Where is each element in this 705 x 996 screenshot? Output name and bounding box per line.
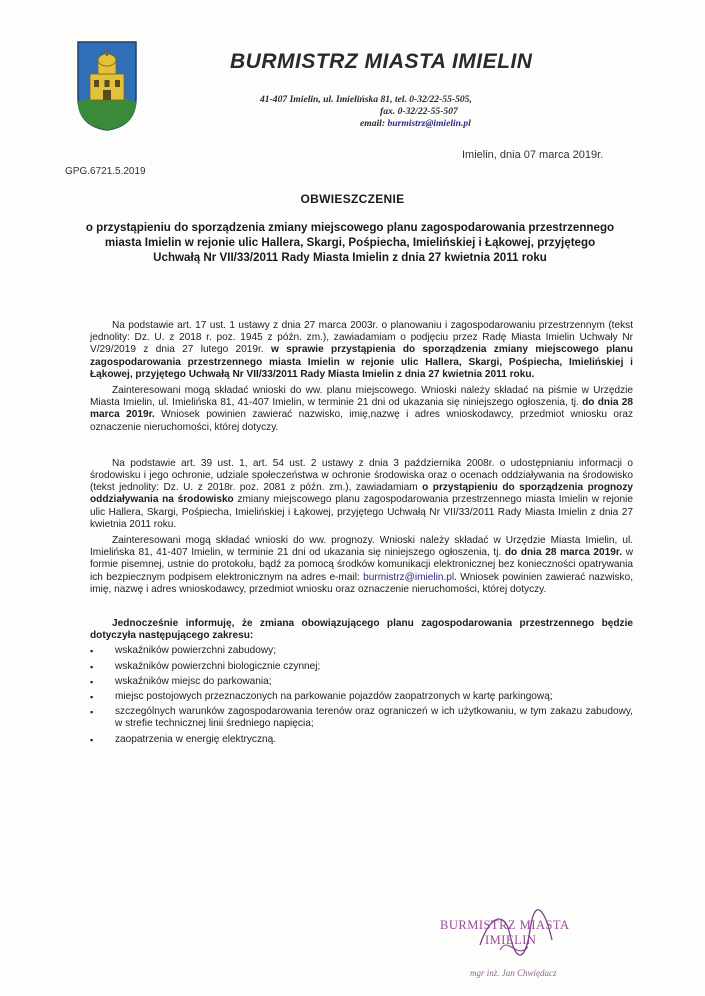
bullet-icon: ▪ (90, 646, 94, 657)
scope-item-text: zaopatrzenia w energię elektryczną. (115, 733, 277, 745)
paragraph-3-text-a: Na podstawie art. 39 ust. 1, art. 54 ust. 2 ustawy z dnia 3 października 2008r. o udostępnianiu informacji o środowisku i jego ochronie, udziale społeczeństwa w ochronie środowiska oraz o ocenach oddziaływania na środowisko (tekst jednolity: Dz. U. z 2018r. poz. 2081 z późn. zm.), zawiadamiam (90, 457, 633, 494)
bullet-icon: ▪ (90, 692, 94, 703)
document-date: Imielin, dnia 07 marca 2019r. (462, 149, 604, 161)
paragraph-4-deadline: do dnia 28 marca 2019r. (504, 547, 623, 559)
list-item (90, 691, 633, 703)
list-item (90, 645, 633, 657)
header-address (260, 94, 560, 129)
header-title: BURMISTRZ MIASTA IMIELIN (230, 50, 533, 73)
list-item (90, 661, 633, 673)
bullet-icon: ▪ (90, 676, 94, 687)
paragraph-3-text-b: zmiany miejscowego planu zagospodarowania przestrzennego miasta Imielin w rejonie ulic Hallera, Skargi, Pośpiecha, Imielińskiej i Łąkowej, przyjętego Uchwałą Nr VII/33/2011 Rady Miasta Imielin z dnia 27 kwietnia 2011 roku. (90, 494, 633, 530)
email-label: email: (360, 117, 386, 129)
signer-name: mgr inż. Jan Chwiędacz (470, 968, 557, 978)
bullet-icon: ▪ (90, 661, 94, 672)
paragraph-4-text-a: Zainteresowani mogą składać wnioski do ww. prognozy. Wnioski należy składać w Urzędzie Miasta Imielin, ul. Imielińska 81, 41-407 Imielin, w terminie 21 dni od ukazania się niniejszego ogłoszenia, tj. (90, 535, 633, 559)
header-email-link[interactable]: burmistrz@imielin.pl (387, 117, 471, 129)
scope-list (90, 645, 633, 745)
paragraph-1-text: Na podstawie art. 17 ust. 1 ustawy z dnia 27 marca 2003r. o planowaniu i zagospodarowaniu przestrzennym (tekst jednolity: Dz. U. z 2018 r. poz. 1945 z późn. zm.), zawiadamiam o podjęciu przez Radę Miasta Imielin Uchwały Nr V/29/2019 z dnia 27 lutego 2019r. (90, 320, 633, 356)
bullet-icon: ▪ (90, 707, 94, 718)
scope-item-text: miejsc postojowych przeznaczonych na parkowanie pojazdów zaopatrzonych w kartę parkingową; (115, 691, 553, 703)
address-line-2: fax. 0-32/22-55-507 (380, 105, 458, 117)
stamp-line-2: IMIELIN (485, 933, 537, 947)
list-item (90, 676, 633, 688)
list-item (90, 706, 633, 730)
reference-number: GPG.6721.5.2019 (65, 166, 146, 177)
signature-scribble-icon (470, 905, 560, 975)
paragraph-4-text-b: w formie pisemnej, ustnie do protokołu, bądź za pomocą środków komunikacji elektronicznej bez konieczności opatrywania ich bezpiecznym podpisem elektronicznym na adres e-mail: (90, 547, 633, 583)
paragraph-1-bold: w sprawie przystąpienia do sporządzenia zmiany miejscowego planu zagospodarowania przestrzennego miasta Imielin w rejonie ulic Hallera, Skargi, Pośpiecha, Imielińskiej i Łąkowej, przyjętego Uchwałą Nr VII/33/2011 Rady Miasta Imielin z dnia 27 kwietnia 2011 roku. (90, 344, 633, 380)
list-item (90, 734, 633, 746)
bullet-icon: ▪ (90, 734, 94, 745)
scope-item-text: wskaźników powierzchni biologicznie czynnej; (115, 660, 321, 672)
paragraph-3 (90, 458, 633, 531)
document-body (90, 320, 633, 749)
paragraph-4-email-link[interactable]: burmistrz@imielin.pl (363, 571, 455, 583)
scope-item-text: wskaźników miejsc do parkowania; (115, 675, 272, 687)
paragraph-3-bold: o przystąpieniu do sporządzenia prognozy oddziaływania na środowisko (90, 482, 633, 506)
paragraph-4-text-c: . Wniosek powinien zawierać nazwisko, imię, nazwę i adres wnioskodawcy, przedmiot wniosku oraz oznaczenie nieruchomości, której dotyczy. (90, 571, 634, 595)
address-line-1: 41-407 Imielin, ul. Imielińska 81, tel. 0-32/22-55-505, (260, 94, 472, 105)
document-subject: o przystąpieniu do sporządzenia zmiany miejscowego planu zagospodarowania przestrzennego miasta Imielin w rejonie ulic Hallera, Skargi, Pośpiecha, Imielińskiej i Łąkowej, przyjętego Uchwałą Nr VII/33/2011 Rady Miasta Imielin z dnia 27 kwietnia 2011 roku (85, 221, 615, 264)
scope-item-text: wskaźników powierzchni zabudowy; (115, 645, 277, 657)
stamp-line-1: BURMISTRZ MIASTA (440, 918, 570, 932)
address-email-line (260, 118, 560, 130)
document-title: OBWIESZCZENIE (300, 192, 405, 206)
paragraph-1 (90, 320, 633, 381)
scope-intro: Jednocześnie informuję, że zmiana obowiązującego planu zagospodarowania przestrzennego będzie dotyczyła następującego zakresu: (90, 618, 633, 642)
imielin-coat-of-arms-icon (76, 40, 138, 132)
paragraph-4 (90, 535, 633, 596)
scope-item-text: szczególnych warunków zagospodarowania terenów oraz ograniczeń w ich użytkowaniu, w tym zakazu zabudowy, w strefie technicznej linii średniego napięcia; (115, 706, 633, 730)
paragraph-2-deadline: do dnia 28 marca 2019r. (90, 397, 633, 421)
paragraph-2-text-b: Wniosek powinien zawierać nazwisko, imię,nazwę i adres wnioskodawcy, przedmiot wniosku oraz oznaczenie nieruchomości, której dotyczy. (90, 409, 633, 433)
paragraph-2 (90, 385, 633, 434)
paragraph-2-text-a: Zainteresowani mogą składać wnioski do ww. planu miejscowego. Wnioski należy składać na piśmie w Urzędzie Miasta Imielin, ul. Imielińska 81, 41-407 Imielin, w terminie 21 dni od ukazania się niniejszego ogłoszenia, tj. (90, 385, 633, 409)
